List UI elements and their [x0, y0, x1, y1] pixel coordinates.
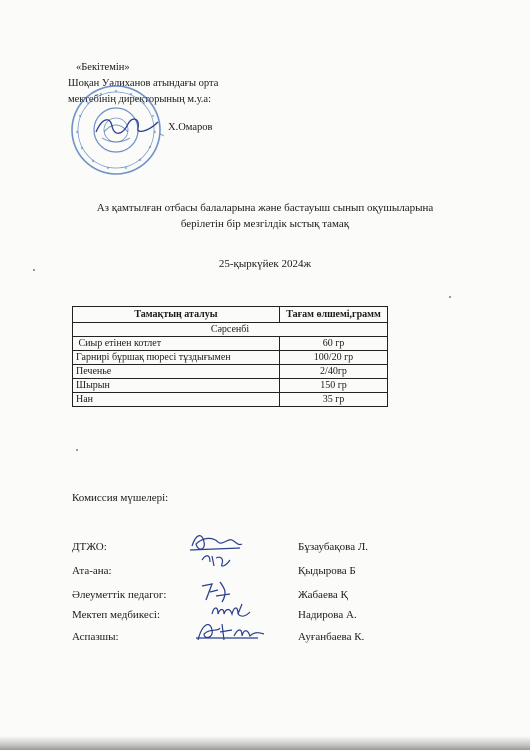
- member-name: Бұзаубақова Л.: [298, 541, 369, 553]
- dish-name: Нан: [73, 393, 280, 407]
- scan-bottom-edge: [0, 736, 530, 750]
- member-role: Ата-ана:: [72, 565, 112, 577]
- scan-speck: [449, 296, 451, 298]
- document-title: [0, 200, 530, 232]
- title-line-1: Аз қамтылған отбасы балаларына және бастауыш сынып оқушыларына: [96, 202, 434, 214]
- member-role: Әлеуметтік педагог:: [72, 589, 167, 601]
- header-dish-name: Тамақтың аталуы: [73, 307, 280, 323]
- table-row: [73, 337, 388, 351]
- director-signature-icon: [92, 112, 162, 140]
- commission-member: [72, 589, 372, 603]
- table-header-row: [73, 307, 388, 323]
- dish-portion: 150 гр: [280, 379, 388, 393]
- scan-speck: [33, 269, 35, 271]
- member-role: Мектеп медбикесі:: [72, 609, 161, 621]
- member-name: Жабаева Қ: [298, 589, 348, 601]
- header-portion: Тағам өлшемі,грамм: [280, 307, 388, 323]
- commission-title: Комиссия мүшелері:: [72, 492, 169, 504]
- approval-school-line: Шоқан Уәлиханов атындағы орта: [68, 78, 219, 89]
- dish-name: Шырын: [73, 379, 280, 393]
- scan-speck: [76, 449, 78, 451]
- member-name: Надирова А.: [298, 609, 357, 621]
- dish-portion: 100/20 гр: [280, 351, 388, 365]
- table-row: [73, 365, 388, 379]
- menu-table: [72, 306, 388, 407]
- table-row: [73, 351, 388, 365]
- dish-portion: 2/40гр: [280, 365, 388, 379]
- dish-portion: 35 гр: [280, 393, 388, 407]
- commission-member: [72, 565, 372, 579]
- approval-header: «Бекітемін»: [76, 62, 130, 73]
- dish-portion: 60 гр: [280, 337, 388, 351]
- document-date: 25-қыркүйек 2024ж: [218, 258, 312, 270]
- title-line-2: берілетін бір мезгілдік ыстық тамақ: [180, 218, 350, 230]
- table-row: [73, 379, 388, 393]
- commission-member: [72, 541, 372, 555]
- member-name: Қыдырова Б: [298, 565, 356, 577]
- dish-name: Сиыр етінен котлет: [73, 337, 280, 351]
- member-name: Ауғанбаева К.: [298, 631, 365, 643]
- table-row: [73, 393, 388, 407]
- approval-block: [68, 60, 218, 108]
- day-cell: Сәрсенбі: [73, 323, 388, 337]
- dish-name: Печенье: [73, 365, 280, 379]
- approval-director-line: мектебінің директорының м.у.а:: [68, 94, 211, 105]
- commission-member: [72, 631, 372, 645]
- member-role: ДТЖО:: [72, 541, 107, 553]
- table-row-day: [73, 323, 388, 337]
- director-name: Х.Омаров: [168, 122, 213, 133]
- member-role: Аспазшы:: [72, 631, 119, 643]
- commission-member: [72, 609, 372, 623]
- dish-name: Гарнирі бұршақ пюресі тұздығымен: [73, 351, 280, 365]
